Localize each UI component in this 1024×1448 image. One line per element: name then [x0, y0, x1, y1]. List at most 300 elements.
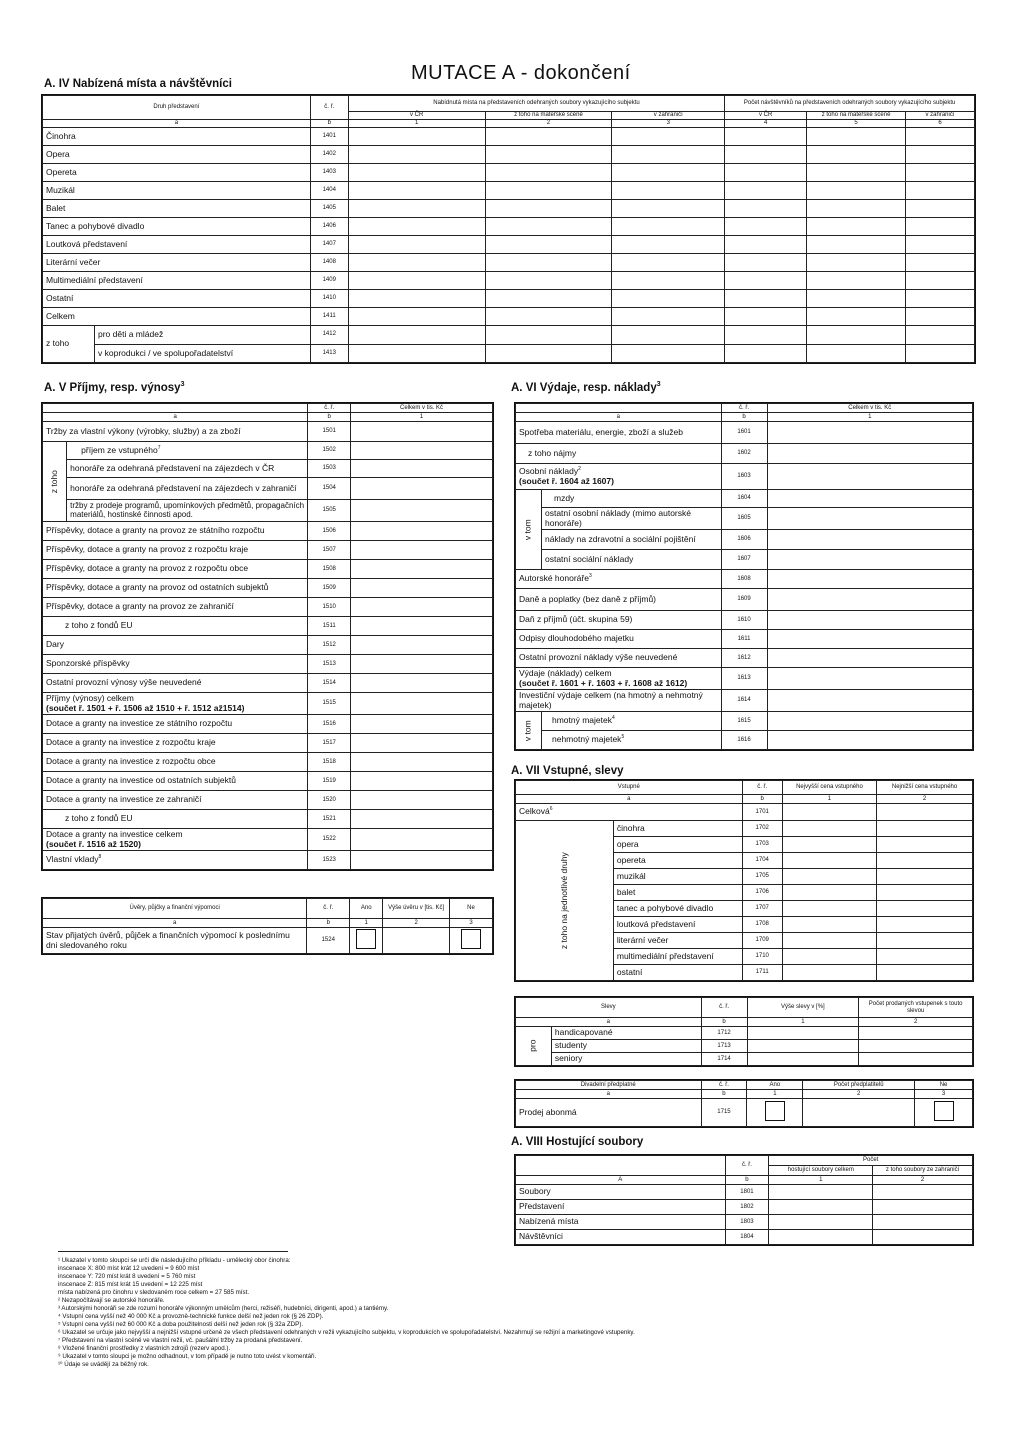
table-row [516, 690, 973, 712]
input-cell[interactable] [769, 1230, 873, 1245]
a7-slevy-table [515, 997, 973, 1066]
row-label-line1: Osobní náklady$^2$ [519, 466, 581, 477]
input-cell[interactable] [351, 442, 493, 460]
row-code: 1615 [721, 712, 767, 731]
row-code: 1706 [742, 885, 782, 901]
input-cell[interactable] [767, 690, 972, 712]
input-cell[interactable] [803, 1099, 915, 1127]
a4-idx: 6 [906, 120, 975, 128]
loan-ano-checkbox[interactable] [350, 928, 383, 954]
row-label: tržby z prodeje programů, upomínkových předmětů, propagačních materiálů, hostinské činnosti apod. [67, 500, 308, 522]
input-cell[interactable] [807, 200, 906, 218]
input-cell[interactable] [351, 655, 493, 674]
row-code: 1411 [310, 308, 348, 326]
input-cell[interactable] [782, 853, 876, 869]
input-cell[interactable] [877, 821, 973, 837]
input-cell[interactable] [348, 344, 485, 363]
row-label: Daně a poplatky (bez daně z příjmů) [516, 589, 722, 611]
section-a6-title-text: A. VI Výdaje, resp. náklady [511, 381, 657, 394]
input-cell[interactable] [859, 1040, 973, 1053]
row-label: honoráře za odehraná představení na zájezdech v ČR [67, 460, 308, 478]
input-cell[interactable] [906, 254, 975, 272]
row-code: 1609 [721, 589, 767, 611]
input-cell[interactable] [767, 490, 972, 508]
input-cell[interactable] [767, 508, 972, 530]
input-cell[interactable] [782, 965, 876, 981]
input-cell[interactable] [725, 272, 807, 290]
row-code: 1601 [721, 422, 767, 444]
input-cell[interactable] [873, 1230, 973, 1245]
row-label: Odpisy dlouhodobého majetku [516, 630, 722, 649]
input-cell[interactable] [725, 146, 807, 164]
input-cell[interactable] [351, 772, 493, 791]
input-cell[interactable] [877, 804, 973, 821]
input-cell[interactable] [807, 236, 906, 254]
input-cell[interactable] [906, 326, 975, 345]
table-row [516, 1215, 973, 1230]
row-label: náklady na zdravotní a sociální pojištění [541, 530, 721, 550]
input-cell[interactable] [906, 236, 975, 254]
footnote-line: ⁶ Ukazatel se určuje jako nejvyšší a nejnižší vstupné určené ze všech představení odehraných v režii vykazujícího subjektu, v koprodukcích ve spolupořadatelství. Nezahrnují se režijní a marketingové vstupenky. [58, 1329, 635, 1336]
row-label: z toho z fondů EU [43, 810, 308, 829]
row-code: 1522 [308, 829, 351, 851]
row-code: 1711 [742, 965, 782, 981]
row-label: Multimediální představení [43, 272, 311, 290]
row-code: 1705 [742, 869, 782, 885]
input-cell[interactable] [383, 928, 450, 954]
input-cell[interactable] [873, 1185, 973, 1200]
input-cell[interactable] [877, 901, 973, 917]
a8-idx: 1 [769, 1176, 873, 1185]
input-cell[interactable] [351, 715, 493, 734]
vtom-vertical [516, 712, 542, 750]
footnote-line: inscenace X: 800 míst krát 12 uvedení = 9 600 míst [58, 1265, 200, 1272]
input-cell[interactable] [351, 560, 493, 579]
table-row [43, 541, 493, 560]
input-cell[interactable] [767, 464, 972, 490]
footnote-line: inscenace Z: 815 míst krát 15 uvedení = 12 225 míst [58, 1281, 203, 1288]
loan-idx: a [43, 919, 307, 928]
input-cell[interactable] [725, 182, 807, 200]
table-row [43, 442, 493, 460]
input-cell[interactable] [348, 200, 485, 218]
loan-h-ano: Ano [350, 899, 383, 919]
loan-h-label: Úvěry, půjčky a finanční výpomoci [43, 899, 307, 919]
input-cell[interactable] [612, 236, 725, 254]
input-cell[interactable] [873, 1215, 973, 1230]
input-cell[interactable] [612, 218, 725, 236]
row-code: 1506 [308, 522, 351, 541]
input-cell[interactable] [351, 829, 493, 851]
slevy-idx: a [516, 1018, 702, 1027]
input-cell[interactable] [348, 218, 485, 236]
vtom-label: v tom [522, 519, 533, 540]
input-cell[interactable] [906, 146, 975, 164]
input-cell[interactable] [348, 182, 485, 200]
loan-ne-checkbox[interactable] [450, 928, 493, 954]
input-cell[interactable] [782, 917, 876, 933]
input-cell[interactable] [877, 837, 973, 853]
table-row [43, 560, 493, 579]
input-cell[interactable] [747, 1027, 859, 1040]
input-cell[interactable] [485, 164, 612, 182]
input-cell[interactable] [485, 128, 612, 146]
slevy-h-vyse: Výše slevy v [%] [747, 998, 859, 1018]
ztoho-label: z toho [43, 326, 95, 362]
input-cell[interactable] [485, 272, 612, 290]
footnote-line: ⁷ Představení na vlastní scéně ve vlastní režii, vč. paušální tržby za prodaná představení. [58, 1337, 303, 1344]
table-row [516, 508, 973, 530]
footnote-line: inscenace Y: 720 míst krát 8 uvedení = 5 760 míst [58, 1273, 196, 1280]
row-code: 1702 [742, 821, 782, 837]
input-cell[interactable] [725, 128, 807, 146]
row-label [43, 829, 308, 851]
a6-h-total: Celkem v tis. Kč [767, 404, 972, 413]
row-label-line1: Příjmy (výnosy) celkem [46, 693, 134, 704]
row-label-text: hmotný majetek [551, 715, 612, 726]
input-cell[interactable] [906, 290, 975, 308]
input-cell[interactable] [767, 444, 972, 464]
input-cell[interactable] [725, 164, 807, 182]
input-cell[interactable] [767, 731, 972, 750]
input-cell[interactable] [351, 636, 493, 655]
row-label: Nabízená místa [516, 1215, 726, 1230]
footnote-line: ⁸ Vložené finanční prostředky z vlastních zdrojů (rezerv apod.). [58, 1345, 231, 1352]
input-cell[interactable] [782, 933, 876, 949]
input-cell[interactable] [906, 128, 975, 146]
input-cell[interactable] [877, 869, 973, 885]
input-cell[interactable] [485, 146, 612, 164]
input-cell[interactable] [767, 530, 972, 550]
row-label: Příspěvky, dotace a granty na provoz od ostatních subjektů [43, 579, 308, 598]
input-cell[interactable] [348, 272, 485, 290]
input-cell[interactable] [351, 541, 493, 560]
loan-idx: 3 [450, 919, 493, 928]
input-cell[interactable] [351, 422, 493, 442]
row-label: příjem ze vstupného$^7$ [67, 442, 308, 460]
table-row [516, 630, 973, 649]
row-code: 1413 [310, 344, 348, 363]
loan-h-cr: č. ř. [307, 899, 350, 919]
table-row [516, 804, 973, 821]
a7-h-vst: Vstupné [516, 781, 743, 795]
section-a6-title: A. VI Výdaje, resp. náklady$^3$ [511, 381, 661, 394]
input-cell[interactable] [485, 326, 612, 345]
row-label-line2: (součet ř. 1604 až 1607) [519, 475, 614, 486]
input-cell[interactable] [807, 254, 906, 272]
row-code: 1509 [308, 579, 351, 598]
input-cell[interactable] [767, 712, 972, 731]
input-cell[interactable] [485, 218, 612, 236]
input-cell[interactable] [782, 804, 876, 821]
row-label-text: Vlastní vklady [46, 854, 99, 865]
table-row [43, 236, 975, 254]
input-cell[interactable] [747, 1053, 859, 1066]
input-cell[interactable] [807, 218, 906, 236]
input-cell[interactable] [906, 218, 975, 236]
row-label: Příspěvky, dotace a granty na provoz ze zahraničí [43, 598, 308, 617]
vtom-label: v tom [522, 720, 533, 741]
input-cell[interactable] [351, 734, 493, 753]
row-code: 1714 [701, 1053, 747, 1066]
a8-idx: A [516, 1176, 726, 1185]
input-cell[interactable] [782, 885, 876, 901]
row-label: hmotný majetek$^4$ [541, 712, 721, 731]
row-label: balet [613, 885, 742, 901]
input-cell[interactable] [348, 146, 485, 164]
row-label: Ostatní provozní výnosy výše neuvedené [43, 674, 308, 693]
ztoho-label: z toho na jednotlivé druhy [558, 852, 569, 949]
input-cell[interactable] [348, 164, 485, 182]
row-code: 1514 [308, 674, 351, 693]
a4-idx: 2 [485, 120, 612, 128]
a5-h-total: Celkem v tis. Kč [351, 404, 493, 413]
input-cell[interactable] [725, 218, 807, 236]
input-cell[interactable] [348, 236, 485, 254]
input-cell[interactable] [725, 326, 807, 345]
input-cell[interactable] [485, 182, 612, 200]
input-cell[interactable] [767, 630, 972, 649]
input-cell[interactable] [807, 344, 906, 363]
a4-table [42, 95, 975, 363]
input-cell[interactable] [348, 308, 485, 326]
input-cell[interactable] [612, 326, 725, 345]
input-cell[interactable] [612, 308, 725, 326]
input-cell[interactable] [877, 917, 973, 933]
input-cell[interactable] [351, 693, 493, 715]
table-row [43, 218, 975, 236]
row-code: 1803 [725, 1215, 769, 1230]
input-cell[interactable] [348, 128, 485, 146]
pred-h-pocet: Počet předplatitelů [803, 1081, 915, 1090]
input-cell[interactable] [612, 290, 725, 308]
input-cell[interactable] [351, 579, 493, 598]
a6-idx: a [516, 413, 722, 422]
input-cell[interactable] [485, 344, 612, 363]
input-cell[interactable] [351, 522, 493, 541]
row-label: Ostatní [43, 290, 311, 308]
input-cell[interactable] [906, 272, 975, 290]
table-row [43, 200, 975, 218]
input-cell[interactable] [877, 853, 973, 869]
input-cell[interactable] [612, 254, 725, 272]
row-label: Dary [43, 636, 308, 655]
pred-idx: 3 [915, 1090, 973, 1099]
input-cell[interactable] [725, 290, 807, 308]
row-label: honoráře za odehraná představení na zájezdech v zahraničí [67, 478, 308, 500]
input-cell[interactable] [782, 949, 876, 965]
table-row [516, 589, 973, 611]
row-code: 1515 [308, 693, 351, 715]
input-cell[interactable] [906, 308, 975, 326]
input-cell[interactable] [767, 422, 972, 444]
row-code: 1403 [310, 164, 348, 182]
input-cell[interactable] [485, 254, 612, 272]
input-cell[interactable] [877, 885, 973, 901]
input-cell[interactable] [767, 649, 972, 668]
table-row [43, 164, 975, 182]
input-cell[interactable] [906, 164, 975, 182]
row-code: 1510 [308, 598, 351, 617]
row-label [516, 668, 722, 690]
input-cell[interactable] [877, 933, 973, 949]
a7-h-cr: č. ř. [742, 781, 782, 795]
a8-idx: b [725, 1176, 769, 1185]
table-row [43, 522, 493, 541]
row-label: Tanec a pohybové divadlo [43, 218, 311, 236]
input-cell[interactable] [782, 821, 876, 837]
input-cell[interactable] [906, 182, 975, 200]
input-cell[interactable] [782, 869, 876, 885]
row-code: 1611 [721, 630, 767, 649]
row-label: Dotace a granty na investice ze zahraničí [43, 791, 308, 810]
input-cell[interactable] [485, 200, 612, 218]
input-cell[interactable] [725, 200, 807, 218]
input-cell[interactable] [485, 236, 612, 254]
input-cell[interactable] [769, 1200, 873, 1215]
input-cell[interactable] [807, 308, 906, 326]
row-code: 1605 [721, 508, 767, 530]
row-label: nehmotný majetek$^5$ [541, 731, 721, 750]
table-row [516, 1040, 973, 1053]
input-cell[interactable] [612, 146, 725, 164]
input-cell[interactable] [725, 308, 807, 326]
input-cell[interactable] [351, 753, 493, 772]
row-code: 1610 [721, 611, 767, 630]
input-cell[interactable] [782, 837, 876, 853]
input-cell[interactable] [807, 326, 906, 345]
input-cell[interactable] [767, 589, 972, 611]
input-cell[interactable] [485, 290, 612, 308]
table-row [43, 182, 975, 200]
input-cell[interactable] [612, 272, 725, 290]
input-cell[interactable] [877, 965, 973, 981]
loan-idx: 1 [350, 919, 383, 928]
input-cell[interactable] [807, 128, 906, 146]
row-label: Dotace a granty na investice ze státního rozpočtu [43, 715, 308, 734]
table-row [43, 579, 493, 598]
input-cell[interactable] [612, 200, 725, 218]
row-code: 1801 [725, 1185, 769, 1200]
input-cell[interactable] [747, 1040, 859, 1053]
row-label-line1: Výdaje (náklady) celkem [519, 668, 612, 679]
table-row [516, 1099, 973, 1127]
input-cell[interactable] [351, 674, 493, 693]
input-cell[interactable] [767, 668, 972, 690]
row-code: 1407 [310, 236, 348, 254]
input-cell[interactable] [725, 344, 807, 363]
input-cell[interactable] [906, 344, 975, 363]
input-cell[interactable] [351, 810, 493, 829]
input-cell[interactable] [725, 236, 807, 254]
table-row [43, 791, 493, 810]
input-cell[interactable] [807, 164, 906, 182]
a6-idx: 1 [767, 413, 972, 422]
a6-idx: b [721, 413, 767, 422]
table-row [43, 254, 975, 272]
input-cell[interactable] [859, 1027, 973, 1040]
input-cell[interactable] [769, 1185, 873, 1200]
input-cell[interactable] [807, 146, 906, 164]
table-row [516, 611, 973, 630]
row-code: 1607 [721, 550, 767, 570]
input-cell[interactable] [612, 128, 725, 146]
input-cell[interactable] [351, 500, 493, 522]
table-row [516, 1200, 973, 1215]
input-cell[interactable] [485, 308, 612, 326]
row-code: 1502 [308, 442, 351, 460]
pred-code: 1715 [701, 1099, 747, 1127]
row-code: 1511 [308, 617, 351, 636]
input-cell[interactable] [873, 1200, 973, 1215]
table-row [516, 550, 973, 570]
footnote-line: ⁵ Vstupní cena vyšší než 60 000 Kč a doba použitelnosti delší než jeden rok (§ 32a ZDP). [58, 1321, 304, 1328]
table-row [516, 570, 973, 589]
input-cell[interactable] [767, 570, 972, 589]
input-cell[interactable] [351, 617, 493, 636]
row-code: 1504 [308, 478, 351, 500]
input-cell[interactable] [859, 1053, 973, 1066]
row-label: Daň z příjmů (účt. skupina 59) [516, 611, 722, 630]
input-cell[interactable] [807, 290, 906, 308]
row-label-line1: Dotace a granty na investice celkem [46, 829, 183, 840]
input-cell[interactable] [351, 598, 493, 617]
input-cell[interactable] [612, 182, 725, 200]
input-cell[interactable] [348, 290, 485, 308]
input-cell[interactable] [612, 344, 725, 363]
row-code: 1508 [308, 560, 351, 579]
input-cell[interactable] [769, 1215, 873, 1230]
ztoho-label: z toho [48, 469, 59, 494]
table-row [516, 821, 973, 837]
input-cell[interactable] [877, 949, 973, 965]
input-cell[interactable] [807, 182, 906, 200]
row-label: Sponzorské příspěvky [43, 655, 308, 674]
table-row [43, 500, 493, 522]
input-cell[interactable] [348, 326, 485, 345]
input-cell[interactable] [782, 901, 876, 917]
pred-idx: 2 [803, 1090, 915, 1099]
input-cell[interactable] [351, 478, 493, 500]
input-cell[interactable] [351, 791, 493, 810]
input-cell[interactable] [351, 851, 493, 870]
pred-ne-checkbox[interactable] [915, 1099, 973, 1127]
input-cell[interactable] [348, 254, 485, 272]
row-label-text: Osobní náklady [519, 466, 579, 477]
row-label: ostatní [613, 965, 742, 981]
row-label: multimediální představení [613, 949, 742, 965]
input-cell[interactable] [906, 200, 975, 218]
a7-h-min: Nejnižší cena vstupného [877, 781, 973, 795]
a4-idx: 1 [348, 120, 485, 128]
table-row [43, 674, 493, 693]
input-cell[interactable] [612, 164, 725, 182]
input-cell[interactable] [725, 254, 807, 272]
pred-h-label: Divadelní předplatné [516, 1081, 702, 1090]
row-label: Investiční výdaje celkem (na hmotný a nehmotný majetek) [516, 690, 722, 712]
loan-label: Stav přijatých úvěrů, půjček a finančních výpomocí k poslednímu dni sledovaného roku [43, 928, 307, 954]
pred-h-ano: Ano [747, 1081, 803, 1090]
pred-ano-checkbox[interactable] [747, 1099, 803, 1127]
row-code: 1604 [721, 490, 767, 508]
a7-idx: a [516, 795, 743, 804]
input-cell[interactable] [767, 611, 972, 630]
input-cell[interactable] [807, 272, 906, 290]
input-cell[interactable] [767, 550, 972, 570]
input-cell[interactable] [351, 460, 493, 478]
row-label [43, 693, 308, 715]
pred-idx: 1 [747, 1090, 803, 1099]
